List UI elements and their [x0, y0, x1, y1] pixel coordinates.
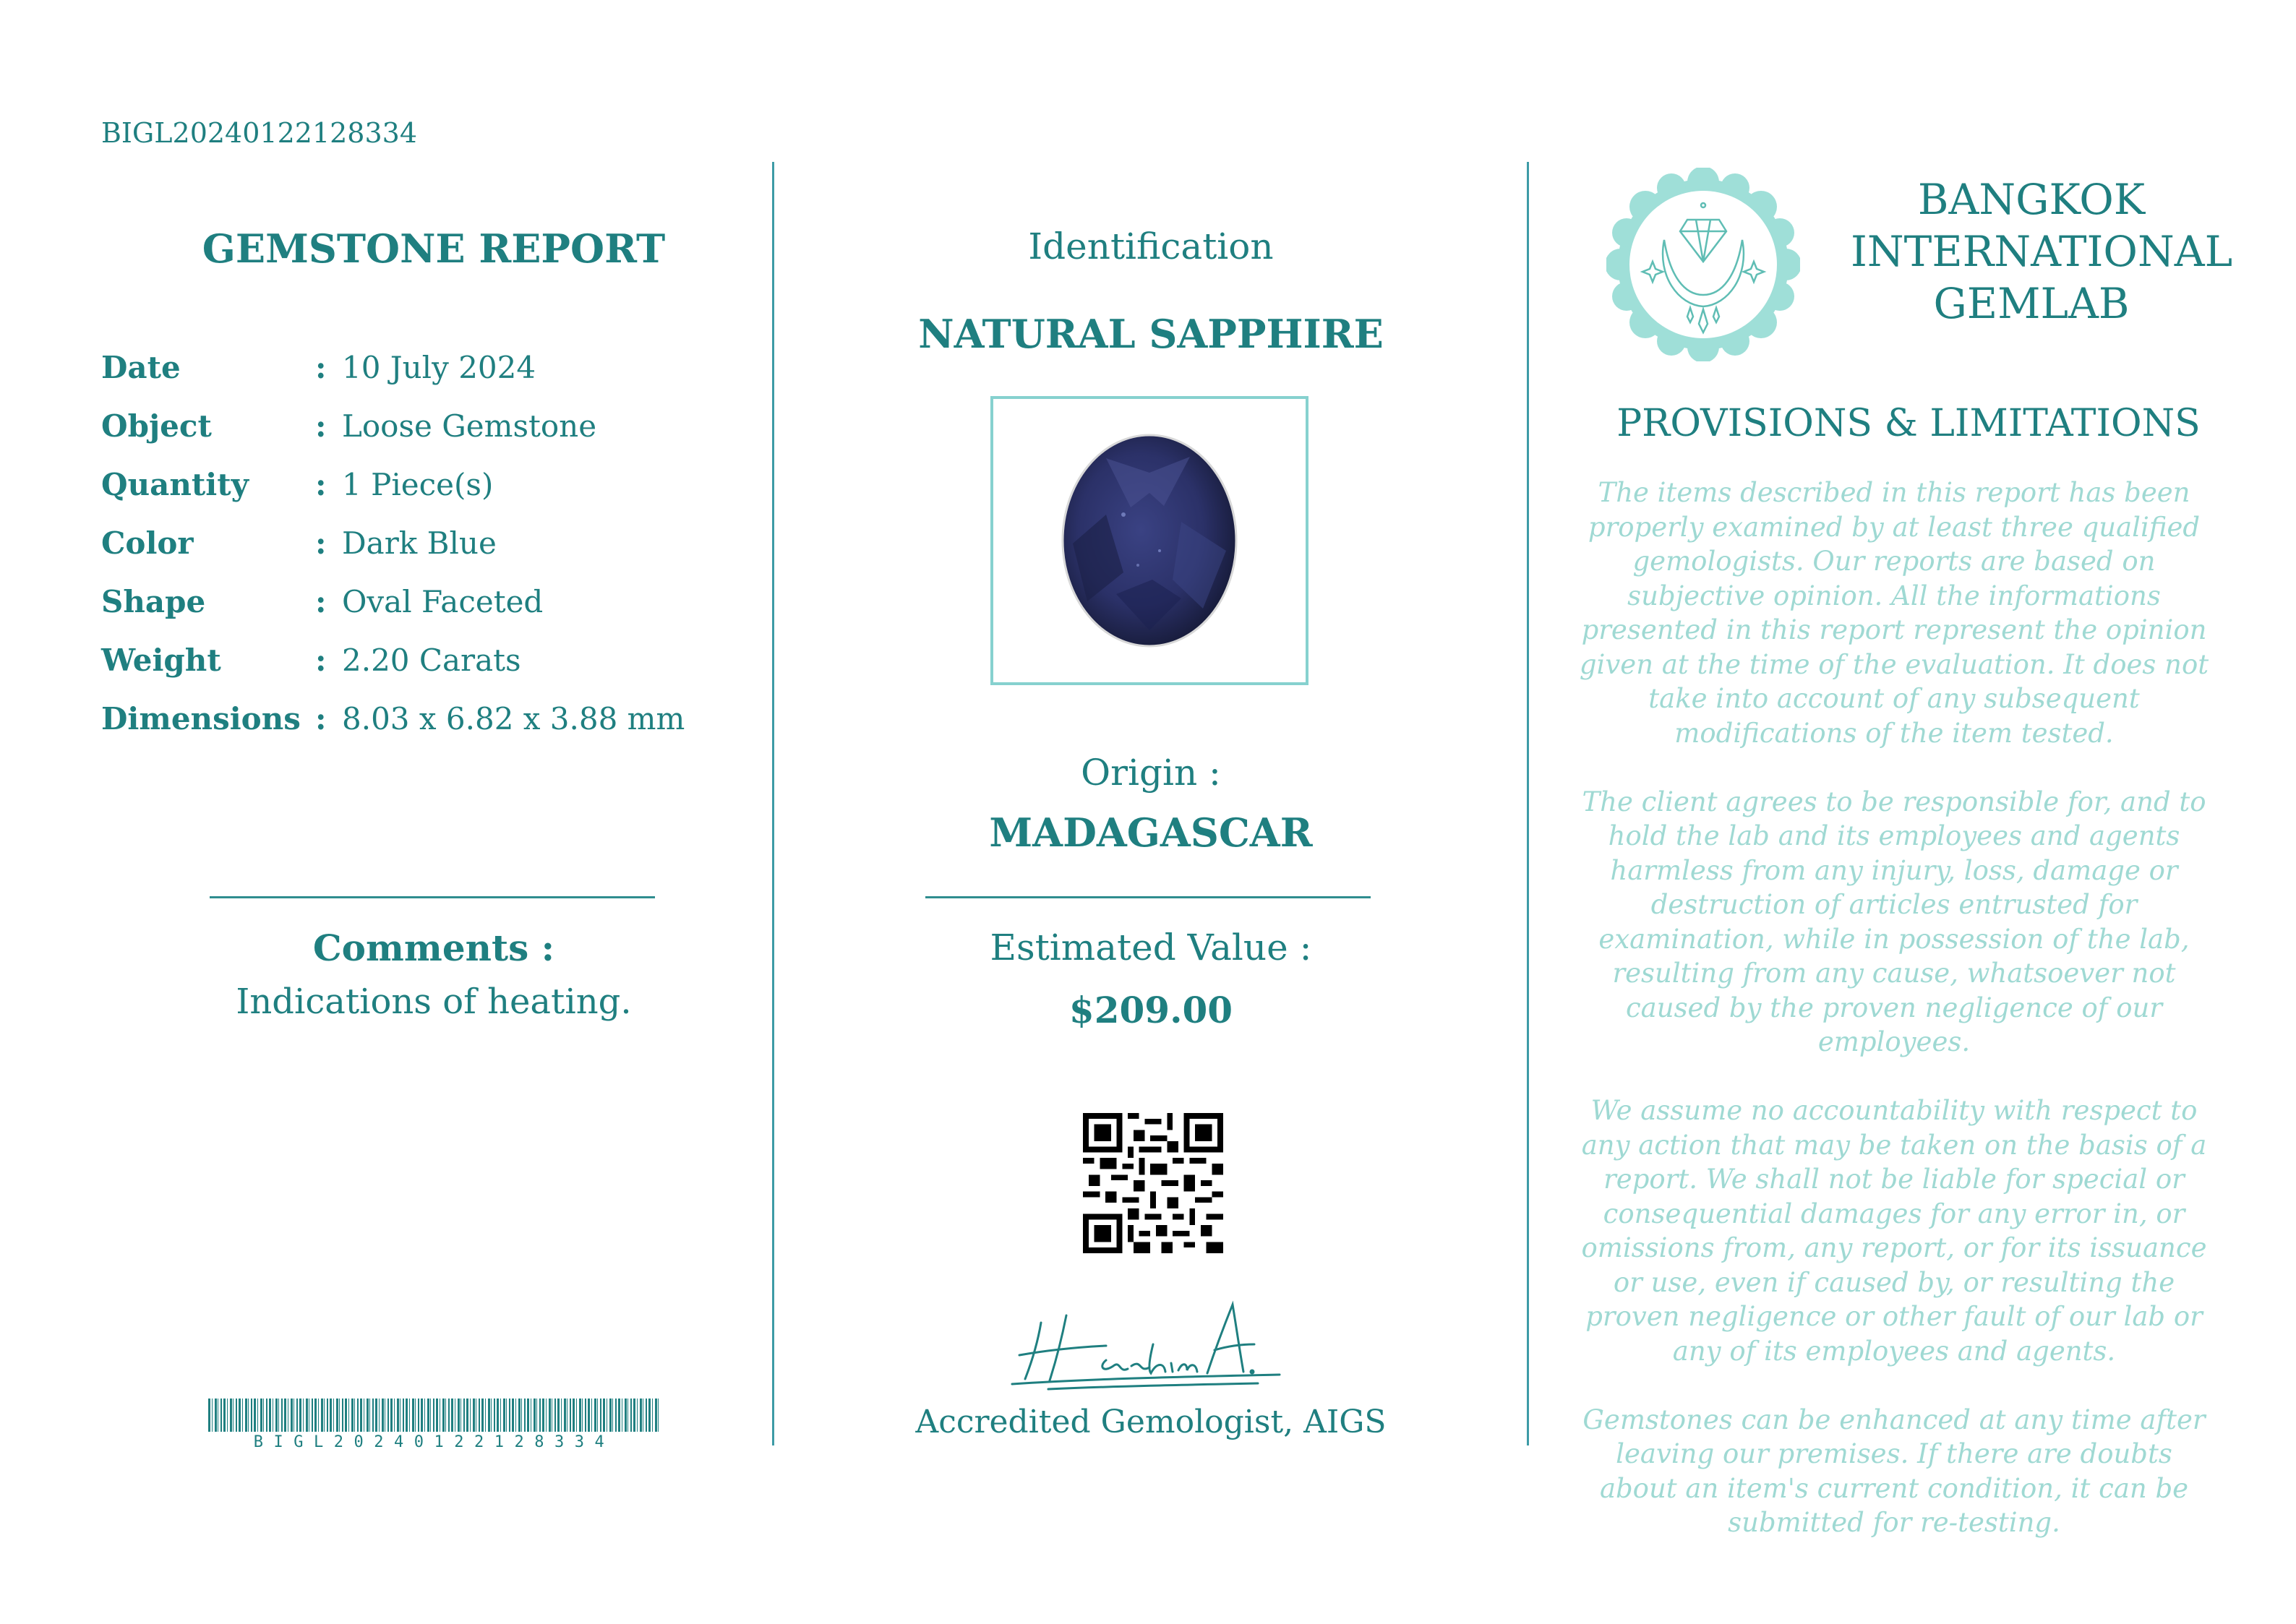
field-value: 2.20 Carats [342, 643, 521, 678]
comments-text: Indications of heating. [236, 981, 632, 1022]
field-label: Color [101, 525, 194, 561]
gem-photo-frame [990, 396, 1308, 685]
provisions-paragraph: We assume no accountability with respect to any action that may be taken on the basis of a report. We shall not be liable for special or consequential damages for any error in, or omissions from, any report, or for its issuance or use, even if caused by, or resulting the proven negligence or other fault of our lab or any of its employees and agents. [1581, 1095, 2207, 1367]
provisions-body [1576, 476, 2212, 1574]
sapphire-image [1037, 428, 1262, 653]
signature [998, 1294, 1301, 1395]
provisions-paragraph: The client agrees to be responsible for, and to hold the lab and its employees and agents harmless from any injury, loss, damage or destruction of articles entrusted for examination, while in possession of the lab, resulting from any cause, whatsoever not caused by the proven negligence of our employees. [1582, 786, 2206, 1057]
field-separator: : [315, 525, 327, 561]
barcode-text: BIGL20240122128334 [253, 1433, 615, 1451]
provisions-paragraph: The items described in this report has been properly examined by at least three qualified gemologists. Our reports are based on subjective opinion. All the informations presented in this report represent the opinion given at the time of the evaluation. It does not take into account of any subsequent modifications of the item tested. [1579, 477, 2209, 749]
provisions-paragraph: Gemstones can be enhanced at any time after leaving our premises. If there are doubts about an item's current condition, it can be submitted for re-testing. [1582, 1404, 2206, 1538]
column-divider [772, 162, 774, 1445]
field-value: Dark Blue [342, 525, 497, 561]
field-label: Object [101, 408, 212, 444]
identification-value: NATURAL SAPPHIRE [918, 311, 1384, 357]
lab-seal-icon [1606, 168, 1800, 361]
barcode-bars [208, 1399, 660, 1432]
field-label: Shape [101, 584, 206, 619]
estimated-value: $209.00 [1068, 989, 1233, 1031]
barcode [208, 1399, 660, 1456]
divider-line [925, 896, 1371, 898]
lab-name-line: INTERNATIONAL [1851, 227, 2233, 276]
gemologist-label: Accredited Gemologist, AIGS [915, 1404, 1387, 1440]
field-value: Oval Faceted [342, 584, 544, 619]
qr-code-icon [1083, 1113, 1223, 1253]
report-title: GEMSTONE REPORT [202, 225, 666, 272]
comments-heading: Comments : [312, 927, 555, 969]
field-separator: : [315, 584, 327, 619]
field-value: 10 July 2024 [342, 350, 536, 385]
origin-value: MADAGASCAR [989, 809, 1313, 856]
field-label: Quantity [101, 467, 249, 502]
field-separator: : [315, 643, 327, 678]
field-separator: : [315, 408, 327, 444]
field-separator: : [315, 701, 327, 736]
lab-name [1851, 173, 2233, 330]
field-label: Date [101, 350, 181, 385]
estimated-value-label: Estimated Value : [990, 927, 1312, 968]
field-label: Weight [101, 643, 221, 678]
report-id: BIGL20240122128334 [101, 117, 417, 149]
origin-label: Origin : [1081, 752, 1221, 794]
field-value: 1 Piece(s) [342, 467, 494, 502]
field-separator: : [315, 467, 327, 502]
lab-name-line: GEMLAB [1933, 279, 2130, 328]
divider-line [210, 896, 655, 898]
identification-label: Identification [1028, 225, 1274, 267]
column-divider [1527, 162, 1529, 1445]
field-value: Loose Gemstone [342, 408, 597, 444]
field-value: 8.03 x 6.82 x 3.88 mm [342, 701, 685, 736]
field-label: Dimensions [101, 701, 301, 736]
field-separator: : [315, 350, 327, 385]
lab-name-line: BANGKOK [1917, 175, 2146, 224]
provisions-title: PROVISIONS & LIMITATIONS [1616, 402, 2201, 445]
